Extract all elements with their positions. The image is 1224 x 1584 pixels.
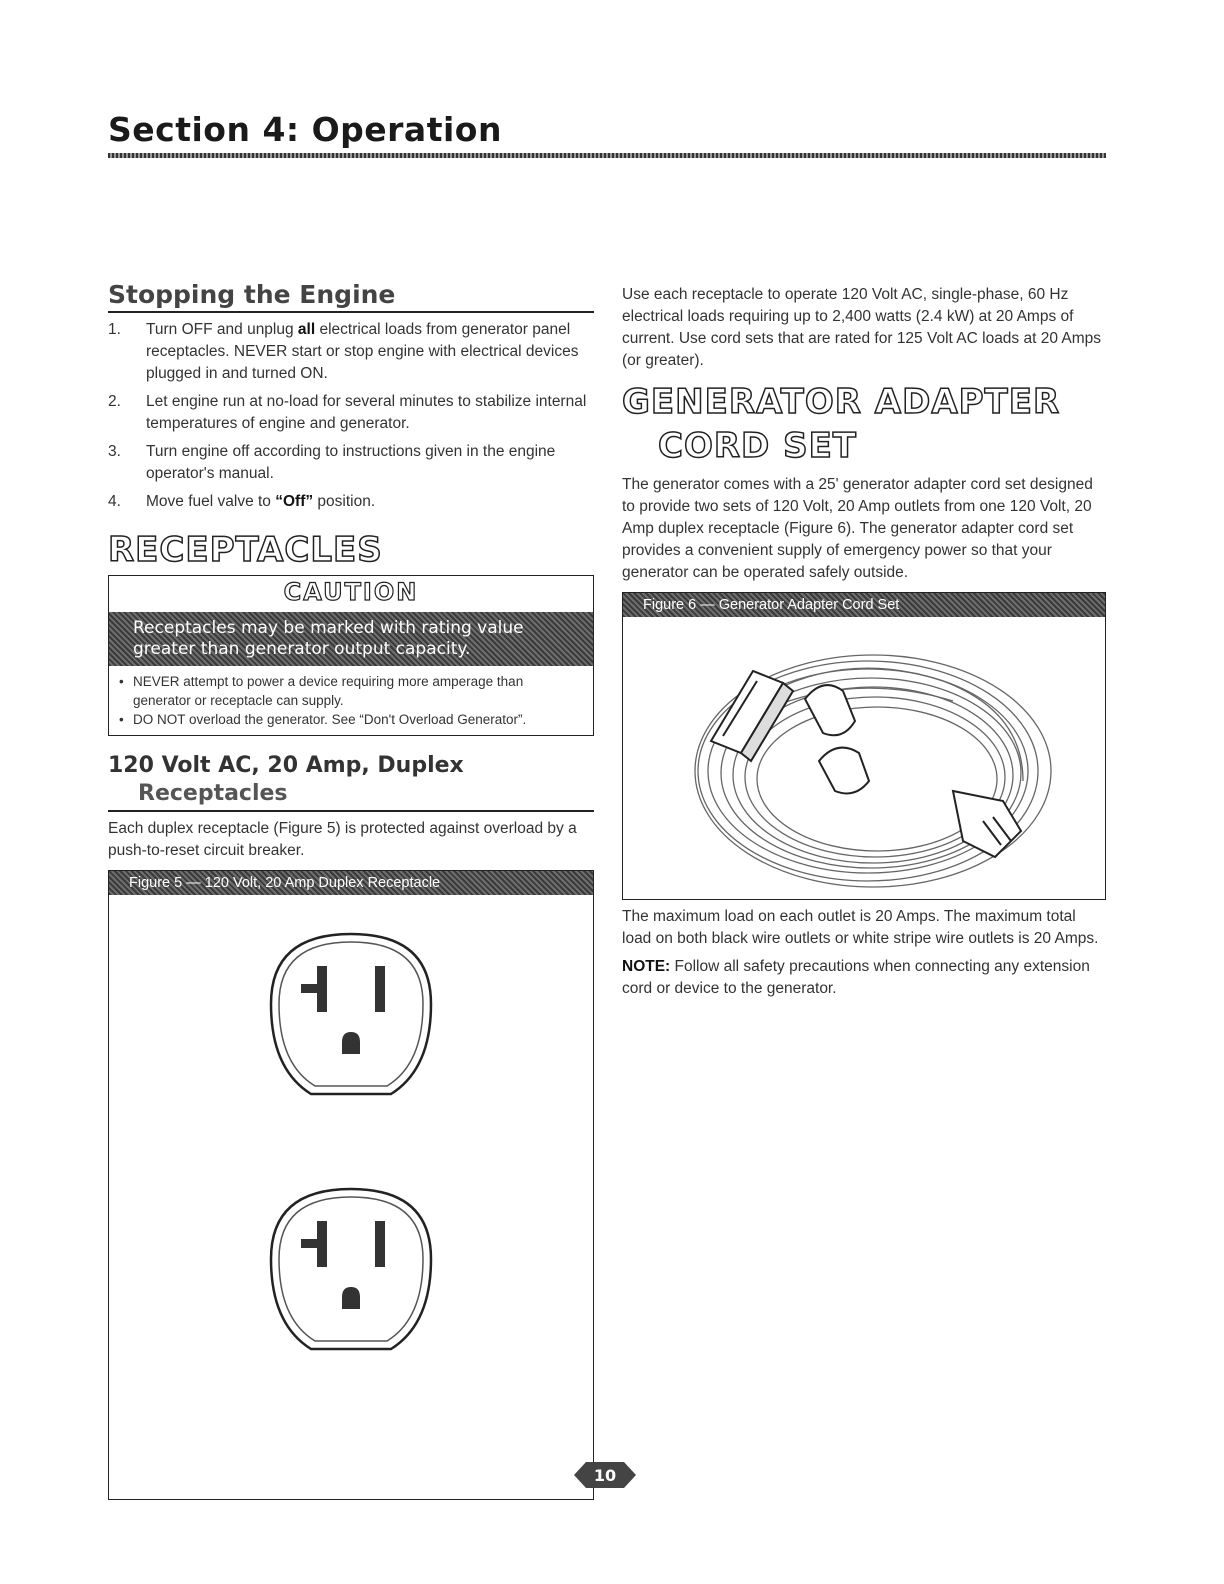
stopping-steps-list — [108, 319, 594, 513]
step-emphasis: all — [297, 321, 316, 338]
caution-item: • NEVER attempt to power a device requiring more amperage than generator or receptacle can supply. — [119, 672, 583, 710]
step-text: Turn engine off according to instructions given in the engine operator's manual. — [146, 443, 556, 482]
figure-5 — [108, 870, 594, 1500]
step-item — [108, 491, 594, 513]
note-label: NOTE: — [622, 958, 671, 975]
step-item — [108, 319, 594, 385]
step-number: 1. — [108, 321, 121, 338]
figure-6 — [622, 592, 1106, 900]
receptacle-usage-text: Use each receptacle to operate 120 Volt AC, single-phase, 60 Hz electrical loads requiring up to 2,400 watts (2.4 kW) at 20 Amps of current. Use cord sets that are rated for 125 Volt AC loads at 20 Amps (or greater). — [622, 286, 1102, 369]
step-item — [108, 391, 594, 435]
page-number: 10 — [593, 1466, 617, 1485]
left-column — [108, 280, 594, 1500]
step-text: Move fuel valve to — [146, 493, 276, 510]
step-item — [108, 441, 594, 485]
step-text: electrical loads from generator panel receptacles. NEVER start or stop engine with electrical devices plugged in and turned ON. — [146, 321, 579, 382]
caution-item: • DO NOT overload the generator. See “Don't Overload Generator”. — [119, 710, 583, 729]
step-number: 4. — [108, 493, 121, 510]
figure-5-caption: Figure 5 — 120 Volt, 20 Amp Duplex Receptacle — [109, 871, 593, 895]
cord-set-illustration — [623, 621, 1105, 899]
step-text: Let engine run at no-load for several minutes to stabilize internal temperatures of engine and generator. — [146, 393, 587, 432]
receptacles-heading: RECEPTACLES — [108, 530, 383, 570]
duplex-heading-line1: 120 Volt AC, 20 Amp, Duplex — [108, 753, 464, 778]
page-number-badge — [574, 1460, 636, 1490]
plug-right — [953, 791, 1021, 857]
figure-6-caption: Figure 6 — Generator Adapter Cord Set — [623, 593, 1105, 617]
step-text: position. — [313, 493, 376, 510]
stopping-engine-heading: Stopping the Engine — [108, 280, 594, 313]
caution-title: CAUTION — [283, 578, 419, 606]
duplex-receptacle-illustration — [109, 899, 593, 1499]
caution-list — [109, 666, 593, 735]
plug-left — [711, 671, 793, 761]
section-title: Section 4: Operation — [108, 110, 502, 149]
duplex-description: Each duplex receptacle (Figure 5) is protected against overload by a push-to-reset circuit breaker. — [108, 820, 577, 859]
step-number: 3. — [108, 443, 121, 460]
section-rule — [108, 153, 1106, 158]
page-number-shape — [574, 1460, 636, 1490]
outlet-bottom — [271, 1189, 431, 1349]
duplex-receptacles-heading — [108, 752, 594, 812]
step-text: Turn OFF and unplug — [146, 321, 298, 338]
step-emphasis: “Off” — [275, 493, 314, 510]
plug-middle — [805, 685, 869, 793]
generator-adapter-text: The generator comes with a 25' generator adapter cord set designed to provide two sets of 120 Volt, 20 Amp outlets from one 120 Volt, 20 Amp duplex receptacle (Figure 6). The generator adapter cord set provides a convenient supply of emergency power so that your generator can be operated safely outside. — [622, 476, 1093, 581]
caution-banner: Receptacles may be marked with rating value greater than generator output capacity. — [109, 612, 593, 666]
gen-heading-line1: GENERATOR ADAPTER — [622, 382, 1061, 422]
generator-adapter-heading — [622, 380, 1106, 468]
max-load-text: The maximum load on each outlet is 20 Amps. The maximum total load on both black wire outlets or white stripe wire outlets is 20 Amps. — [622, 908, 1099, 947]
step-number: 2. — [108, 393, 121, 410]
right-column — [622, 284, 1106, 1000]
note-text: Follow all safety precautions when connecting any extension cord or device to the generator. — [622, 958, 1090, 997]
duplex-heading-line2: Receptacles — [138, 781, 288, 806]
caution-box — [108, 575, 594, 736]
section-header — [108, 110, 1106, 158]
note-paragraph — [622, 956, 1106, 1000]
outlet-top — [271, 934, 431, 1094]
gen-heading-line2: CORD SET — [658, 426, 858, 466]
